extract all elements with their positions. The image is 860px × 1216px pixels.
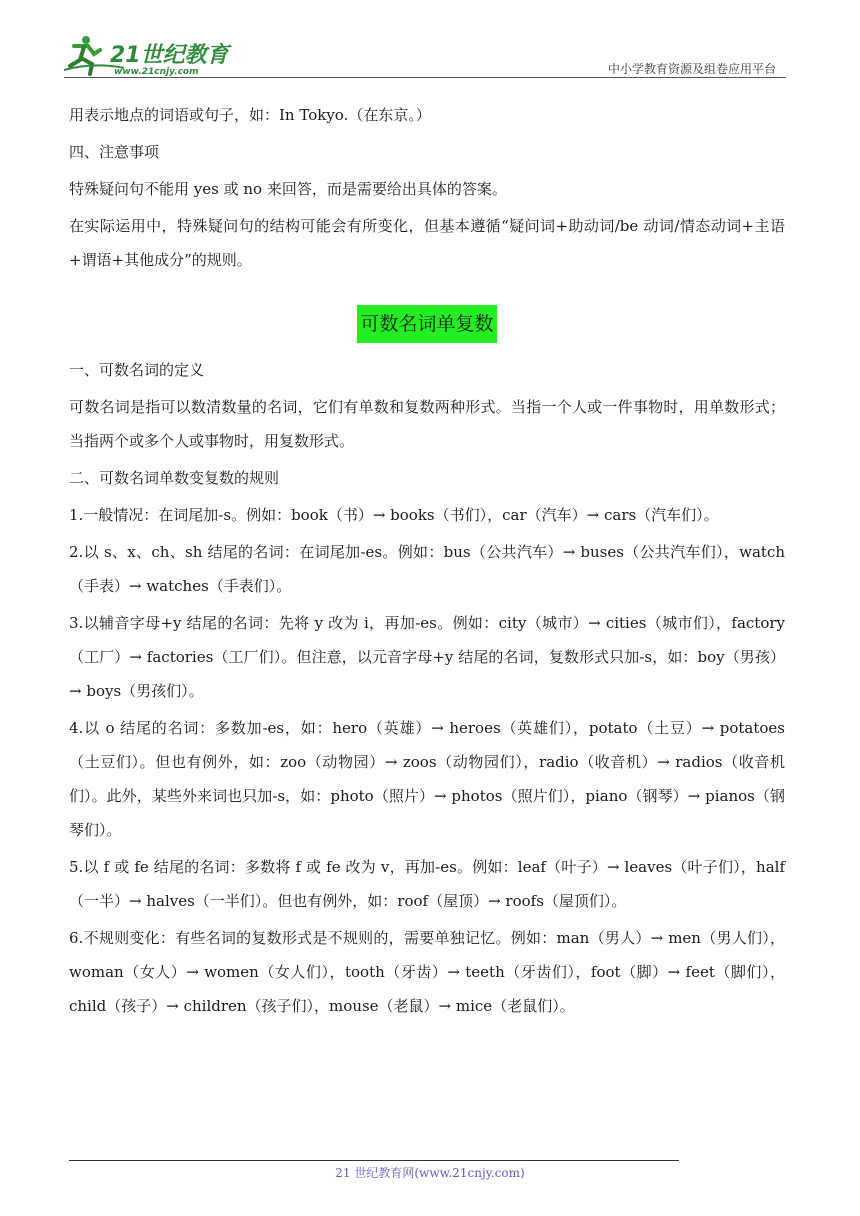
logo-url: www.21cnjy.com <box>114 67 199 76</box>
heading-notes: 四、注意事项 <box>69 143 160 161</box>
site-logo[interactable] <box>64 32 234 76</box>
heading-definition: 一、可数名词的定义 <box>69 361 205 379</box>
section-title <box>69 305 785 343</box>
section-title-text: 可数名词单复数 <box>357 305 496 343</box>
rule-item: 6.不规则变化：有些名词的复数形式是不规则的，需要单独记忆。例如：man（男人）→ men（男人们），woman（女人）→ women（女人们），tooth（牙齿）→ teeth（牙齿们），foot（脚）→ feet（脚们），child（孩子）→ children（孩子们），mouse（老鼠）→ mice（老鼠们）。 <box>69 929 785 1015</box>
logo-text: 21世纪教育 <box>110 43 229 68</box>
paragraph: 在实际运用中，特殊疑问句的结构可能会有所变化，但基本遵循“疑问词+助动词/be 动词/情态动词+主语+谓语+其他成分”的规则。 <box>69 217 785 269</box>
footer-link[interactable]: 21 世纪教育网(www.21cnjy.com) <box>335 1166 525 1180</box>
runner-logo-icon <box>64 32 234 76</box>
page-header <box>64 32 786 80</box>
rule-item: 5.以 f 或 fe 结尾的名词：多数将 f 或 fe 改为 v，再加-es。例如：leaf（叶子）→ leaves（叶子们），half（一半）→ halves（一半们）。但也有例外，如：roof（屋顶）→ roofs（屋顶们）。 <box>69 858 785 910</box>
rule-item: 2.以 s、x、ch、sh 结尾的名词：在词尾加-es。例如：bus（公共汽车）→ buses（公共汽车们），watch（手表）→ watches（手表们）。 <box>69 543 785 595</box>
document-body <box>69 98 785 1026</box>
rule-item: 1.一般情况：在词尾加-s。例如：book（书）→ books（书们），car（汽车）→ cars（汽车们）。 <box>69 506 719 524</box>
header-divider <box>64 77 786 78</box>
rule-item: 3.以辅音字母+y 结尾的名词：先将 y 改为 i，再加-es。例如：city（城市）→ cities（城市们），factory（工厂）→ factories（工厂们）。但注意，以元音字母+y 结尾的名词，复数形式只加-s，如：boy（男孩）→ boys（男孩们）。 <box>69 614 785 700</box>
paragraph: 特殊疑问句不能用 yes 或 no 来回答，而是需要给出具体的答案。 <box>69 180 507 198</box>
rule-item: 4.以 o 结尾的名词：多数加-es，如：hero（英雄）→ heroes（英雄们），potato（土豆）→ potatoes（土豆们）。但也有例外，如：zoo（动物园）→ zoos（动物园们），radio（收音机）→ radios（收音机们）。此外，某些外来词也只加-s，如：photo（照片）→ photos（照片们），piano（钢琴）→ pianos（钢琴们）。 <box>69 719 785 839</box>
paragraph: 可数名词是指可以数清数量的名词，它们有单数和复数两种形式。当指一个人或一件事物时，用单数形式；当指两个或多个人或事物时，用复数形式。 <box>69 398 785 450</box>
header-platform-text: 中小学教育资源及组卷应用平台 <box>607 62 776 76</box>
heading-rules: 二、可数名词单数变复数的规则 <box>69 469 280 487</box>
paragraph: 用表示地点的词语或句子，如：In Tokyo.（在东京。） <box>69 106 431 124</box>
footer-divider <box>69 1160 679 1161</box>
